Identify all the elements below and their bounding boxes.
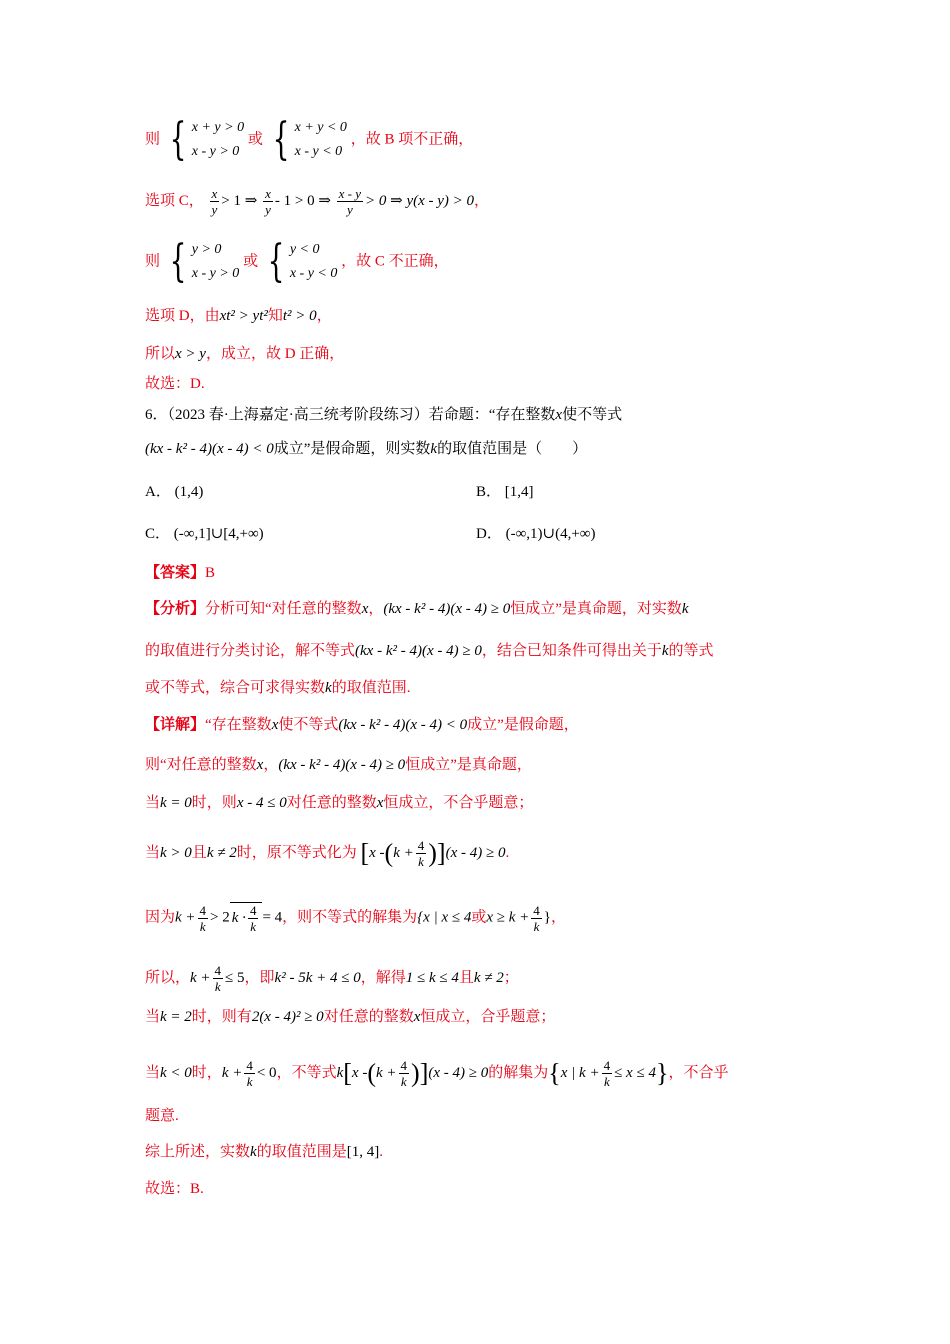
solution-line-d: 选项 D，由xt² > yt²知t² > 0， bbox=[145, 308, 332, 324]
option-d: D． (-∞,1)∪(4,+∞) bbox=[476, 526, 596, 542]
question-6-line1: 6．（2023 春·上海嘉定·高三统考阶段练习）若命题：“存在整数x使不等式 bbox=[145, 407, 623, 423]
detail-line5: 因为k + $\frac{4}{k}$ > 2 k · $\frac{4}{k}$ = 4，则不等式的解集为{x | x ≤ 4或x ≥ k + $\frac{4}{k}$ }， bbox=[145, 902, 566, 934]
answer-choice-d: 故选：D. bbox=[145, 376, 205, 392]
solution-line-c2: 则 { y > 0 x - y > 0 或 { y < 0 x - y < 0 ，故 C 不正确， bbox=[145, 236, 449, 287]
detail-line1: 【详解】“存在整数x使不等式(kx - k² - 4)(x - 4) < 0成立”是假命题， bbox=[145, 717, 579, 733]
detail-line10: 综上所述，实数k的取值范围是[1, 4]. bbox=[145, 1144, 383, 1160]
option-c: C． (-∞,1]∪[4,+∞) bbox=[145, 526, 264, 542]
detail-line8: 当k < 0时，k + $\frac{4}{k}$ < 0，不等式k[x -(k + $\frac{4}{k}$ )](x - 4) ≥ 0的解集为{x | k + $\frac{4}{k}$ ≤ x ≤ 4}，不合乎 bbox=[145, 1058, 729, 1089]
solution-line-b: 则 { x + y > 0 x - y > 0 或 { x + y < 0 x - y < 0 ，故 B 项不正确， bbox=[145, 114, 474, 165]
detail-line4: 当k > 0且k ≠ 2时，原不等式化为 [x -(k + $\frac{4}{k}$ )](x - 4) ≥ 0. bbox=[145, 838, 510, 869]
answer-choice-b: 故选：B. bbox=[145, 1181, 204, 1197]
option-b: B． [1,4] bbox=[476, 484, 534, 500]
detail-line6: 所以，k + $\frac{4}{k}$ ≤ 5，即k² - 5k + 4 ≤ 0，解得1 ≤ k ≤ 4且k ≠ 2； bbox=[145, 963, 519, 994]
detail-line7: 当k = 2时，则有2(x - 4)² ≥ 0对任意的整数x恒成立，合乎题意； bbox=[145, 1009, 556, 1025]
detail-line2: 则“对任意的整数x，(kx - k² - 4)(x - 4) ≥ 0恒成立”是真命题， bbox=[145, 757, 532, 773]
analysis-line2: 的取值进行分类讨论，解不等式(kx - k² - 4)(x - 4) ≥ 0，结合已知条件可得出关于k的等式 bbox=[145, 643, 714, 659]
system-1: { x + y > 0 x - y > 0 bbox=[169, 114, 245, 165]
option-a: A． (1,4) bbox=[145, 484, 204, 500]
answer-line: 【答案】B bbox=[145, 565, 216, 581]
solution-line-c: 选项 C， $\frac{x}{y}$ > 1 ⇒ $\frac{x}{y}$ - 1 > 0 ⇒ $\frac{x - y}{y}$ > 0 ⇒ y(x - y) > 0， bbox=[145, 186, 490, 217]
solution-line-d2: 所以x > y，成立，故 D 正确， bbox=[145, 346, 345, 362]
analysis-line1: 【分析】分析可知“对任意的整数x，(kx - k² - 4)(x - 4) ≥ 0恒成立”是真命题，对实数k bbox=[145, 601, 689, 617]
analysis-line3: 或不等式，综合可求得实数k的取值范围. bbox=[145, 680, 411, 696]
detail-line3: 当k = 0时，则x - 4 ≤ 0对任意的整数x恒成立，不合乎题意； bbox=[145, 795, 534, 811]
system-3: { y > 0 x - y > 0 bbox=[169, 236, 240, 287]
detail-line9: 题意. bbox=[145, 1108, 179, 1124]
system-2: { x + y < 0 x - y < 0 bbox=[272, 114, 347, 165]
question-6-line2: (kx - k² - 4)(x - 4) < 0成立”是假命题，则实数k的取值范围是（ ） bbox=[145, 441, 588, 457]
system-4: { y < 0 x - y < 0 bbox=[267, 236, 338, 287]
